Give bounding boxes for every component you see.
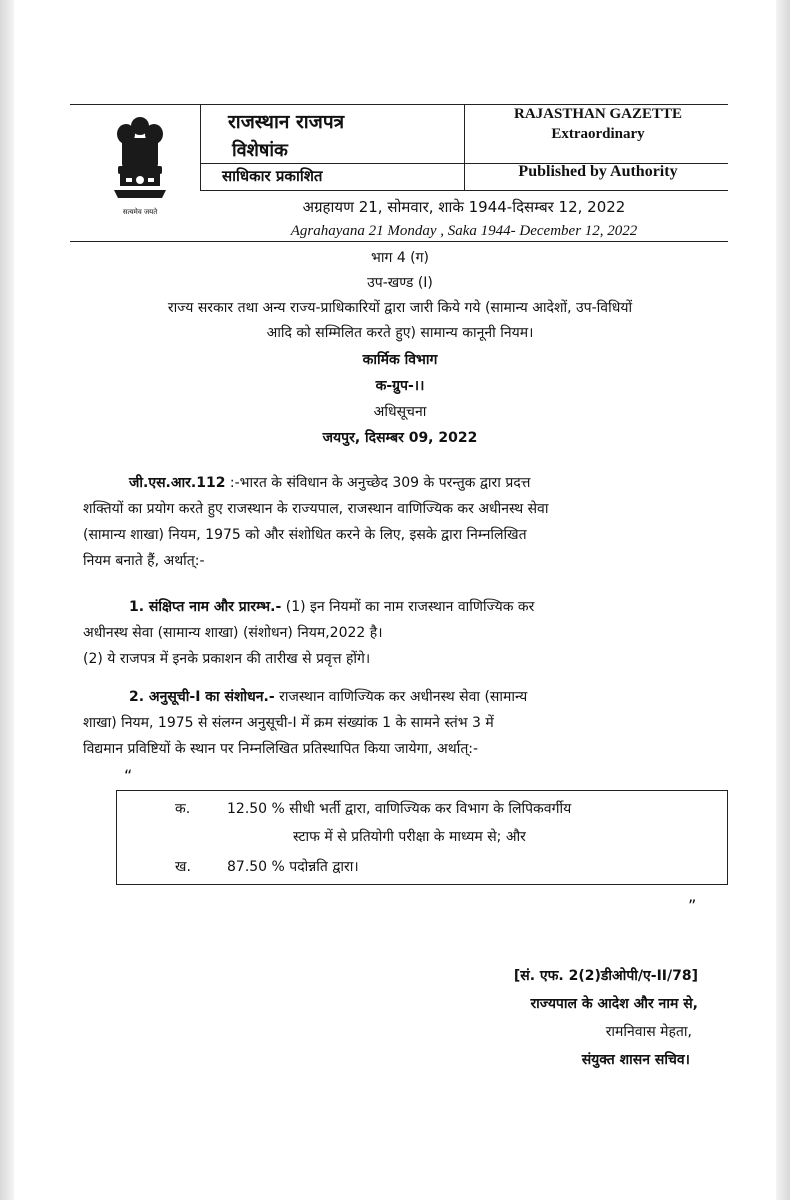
scan-right-edge bbox=[776, 0, 790, 1200]
closing-quote: ” bbox=[688, 896, 697, 915]
section-description-line1: राज्य सरकार तथा अन्य राज्य-प्राधिकारियों द्वारा जारी किये गये (सामान्य आदेशों, उप-विधियों bbox=[167, 300, 633, 316]
rule-1-heading: 1. संक्षिप्त नाम और प्रारम्भ.- bbox=[129, 599, 282, 615]
subpart-number: उप-खण्ड (I) bbox=[367, 275, 433, 291]
entry-ka-line-1: 12.50 % सीधी भर्ती द्वारा, वाणिज्यिक कर विभाग के लिपिकवर्गीय bbox=[227, 801, 572, 817]
intro-line-3: (सामान्य शाखा) नियम, 1975 को और संशोधित करने के लिए, इसके द्वारा निम्नलिखित bbox=[83, 527, 527, 543]
entry-kha-line-1: 87.50 % पदोन्नति द्वारा। bbox=[227, 859, 359, 875]
notification-heading: अधिसूचना bbox=[373, 404, 427, 420]
group-name: क-ग्रुप-।। bbox=[375, 378, 425, 394]
rule-2 bbox=[83, 684, 723, 762]
signatory-name: रामनिवास मेहता, bbox=[605, 1024, 692, 1040]
gsr-number: जी.एस.आर.112 bbox=[129, 475, 226, 491]
english-authority: Published by Authority bbox=[518, 163, 678, 180]
lion-capital-icon bbox=[104, 112, 176, 208]
hindi-authority: साधिकार प्रकाशित bbox=[222, 167, 323, 185]
rule-1-line-3: (2) ये राजपत्र में इनके प्रकाशन की तारीख से प्रवृत्त होंगे। bbox=[83, 651, 371, 667]
intro-line-2: शक्तियों का प्रयोग करते हुए राजस्थान के राज्यपाल, राजस्थान वाणिज्यिक कर अधीनस्थ सेवा bbox=[83, 501, 549, 517]
scan-left-edge bbox=[0, 0, 14, 1200]
intro-paragraph bbox=[83, 470, 723, 574]
hindi-gazette-subtitle: विशेषांक bbox=[232, 140, 288, 161]
entry-ka-line-2: स्टाफ में से प्रतियोगी परीक्षा के माध्यम से; और bbox=[293, 829, 526, 845]
file-number: [सं. एफ. 2(2)डीओपी/ए-II/78] bbox=[513, 968, 698, 984]
hindi-gazette-title: राजस्थान राजपत्र bbox=[228, 111, 345, 133]
english-gazette-subtitle: Extraordinary bbox=[551, 126, 645, 142]
part-number: भाग 4 (ग) bbox=[371, 250, 429, 266]
date-english: Agrahayana 21 Monday , Saka 1944- December 12, 2022 bbox=[290, 223, 638, 239]
department-name: कार्मिक विभाग bbox=[362, 352, 438, 368]
intro-line-1-text: :-भारत के संविधान के अनुच्छेद 309 के परन्तुक द्वारा प्रदत्त bbox=[229, 475, 531, 491]
place-and-date: जयपुर, दिसम्बर 09, 2022 bbox=[322, 430, 478, 446]
rule-2-line-2: शाखा) नियम, 1975 से संलग्न अनुसूची-I में क्रम संख्यांक 1 के सामने स्तंभ 3 में bbox=[83, 715, 494, 731]
english-gazette-title: RAJASTHAN GAZETTE bbox=[514, 106, 682, 122]
section-description-line2: आदि को सम्मिलित करते हुए) सामान्य कानूनी नियम। bbox=[266, 325, 534, 341]
header-divider-2 bbox=[464, 104, 465, 190]
rule-2-line-3: विद्यमान प्रविष्टियों के स्थान पर निम्नलिखित प्रतिस्थापित किया जायेगा, अर्थात्:- bbox=[83, 741, 479, 757]
date-hindi: अग्रहायण 21, सोमवार, शाके 1944-दिसम्बर 12, 2022 bbox=[302, 198, 626, 216]
rule-1-line-2: अधीनस्थ सेवा (सामान्य शाखा) (संशोधन) नियम,2022 है। bbox=[83, 625, 383, 641]
rule-2-line-1 bbox=[83, 684, 723, 710]
emblem-motto: सत्यमेव जयते bbox=[122, 208, 158, 216]
entry-ka-label: क. bbox=[175, 801, 191, 817]
signatory-designation: संयुक्त शासन सचिव। bbox=[581, 1052, 690, 1068]
intro-line-4: नियम बनाते हैं, अर्थात्:- bbox=[83, 553, 205, 569]
entry-kha-label: ख. bbox=[175, 859, 191, 875]
rule-2-line-1-text: राजस्थान वाणिज्यिक कर अधीनस्थ सेवा (सामान्य bbox=[279, 689, 528, 705]
rule-2-heading: 2. अनुसूची-I का संशोधन.- bbox=[129, 689, 275, 705]
intro-line-1 bbox=[83, 470, 723, 496]
by-order-line: राज्यपाल के आदेश और नाम से, bbox=[530, 996, 698, 1012]
header-divider-1 bbox=[200, 104, 201, 190]
header-top-rule bbox=[70, 104, 728, 105]
opening-quote: “ bbox=[124, 766, 133, 785]
substituted-entries-box bbox=[116, 790, 728, 885]
rule-1-line-1-text: (1) इन नियमों का नाम राजस्थान वाणिज्यिक कर bbox=[285, 599, 535, 615]
header-lower-rule bbox=[200, 190, 728, 191]
header-bottom-rule bbox=[70, 241, 728, 242]
state-emblem bbox=[104, 112, 176, 222]
rule-1 bbox=[83, 594, 723, 672]
rule-1-line-1 bbox=[83, 594, 723, 620]
